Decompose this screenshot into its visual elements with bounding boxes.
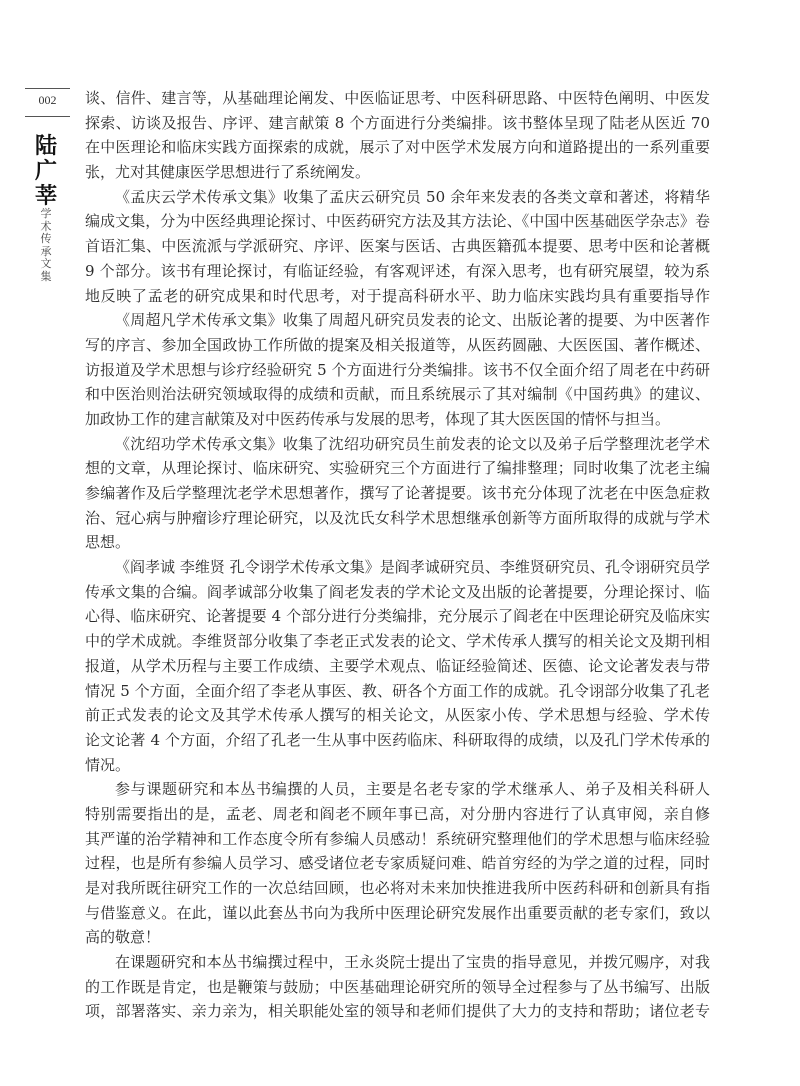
text-line: 《沈绍功学术传承文集》收集了沈绍功研究员生前发表的论文以及弟子后学整理沈老学术	[115, 434, 710, 453]
text-line: 论文论著 4 个方面，介绍了孔老一生从事中医药临床、科研取得的成绩，以及孔门学术传承的	[85, 730, 710, 749]
paragraph	[85, 86, 710, 185]
text-line: 中的学术成就。李维贤部分收集了李老正式发表的论文、学术传承人撰写的相关论文及期刊相	[85, 632, 710, 651]
page-number: 002	[38, 93, 57, 107]
text-line: 项，部署落实、亲力亲为，相关职能处室的领导和老师们提供了大力的支持和帮助；诸位老专	[85, 1002, 710, 1021]
text-line: 情况 5 个方面，全面介绍了李老从事医、教、研各个方面工作的成就。孔令诩部分收集了孔老	[85, 681, 710, 700]
paragraph	[85, 555, 710, 777]
paragraph	[85, 950, 710, 1024]
text-line: 情况。	[85, 755, 131, 774]
page-number-top-rule	[25, 88, 70, 89]
text-line: 在课题研究和本丛书编撰过程中，王永炎院士提出了宝贵的指导意见，并拨冗赐序，对我	[115, 953, 710, 972]
page-number-bottom-rule	[25, 116, 70, 117]
text-line: 《周超凡学术传承文集》收集了周超凡研究员发表的论文、出版论著的提要、为中医著作	[115, 311, 710, 330]
text-line: 地反映了孟老的研究成果和时代思考，对于提高科研水平、助力临床实践均具有重要指导作	[85, 286, 710, 305]
text-line: 特别需要指出的是，孟老、周老和阎老不顾年事已高，对分册内容进行了认真审阅，亲自修	[85, 804, 710, 823]
text-line: 《阎孝诚 李维贤 孔令诩学术传承文集》是阎孝诚研究员、李维贤研究员、孔令诩研究员学	[115, 558, 710, 577]
text-line: 是对我所既往研究工作的一次总结回顾，也必将对未来加快推进我所中医药科研和创新具有指	[85, 879, 710, 897]
text-line: 谈、信件、建言等，从基础理论阐发、中医临证思考、中医科研思路、中医特色阐明、中医发	[85, 89, 710, 107]
text-line: 9 个部分。该书有理论探讨，有临证经验，有客观评述，有深入思考，也有研究展望，较为系	[85, 261, 710, 280]
paragraph	[85, 432, 710, 555]
text-line: 加政协工作的建言献策及对中医药传承与发展的思考，体现了其大医医国的情怀与担当。	[85, 409, 671, 428]
text-line: 前正式发表的论文及其学术传承人撰写的相关论文，从医家小传、学术思想与经验、学术传	[85, 706, 710, 725]
text-line: 和中医治则治法研究领域取得的成绩和贡献，而且系统展示了其对编制《中国药典》的建议、	[85, 385, 710, 404]
text-line: 写的序言、参加全国政协工作所做的提案及相关报道等，从医药圆融、大医医国、著作概述、	[85, 335, 710, 354]
text-line: 治、冠心病与肿瘤诊疗理论研究，以及沈氏女科学术思想继承创新等方面所取得的成就与学术	[85, 508, 710, 527]
text-line: 《孟庆云学术传承文集》收集了孟庆云研究员 50 余年来发表的各类文章和著述，将精华	[115, 187, 710, 206]
text-line: 过程，也是所有参编人员学习、感受诸位老专家质疑问难、皓首穷经的为学之道的过程，同时	[85, 854, 710, 873]
series-title-vertical: 学 术 传 承 文 集	[40, 207, 52, 283]
text-line: 其严谨的治学精神和工作态度令所有参编人员感动！系统研究整理他们的学术思想与临床经验	[85, 829, 710, 848]
text-line: 访报道及学术思想与诊疗经验研究 5 个方面进行分类编排。该书不仅全面介绍了周老在中药研	[85, 360, 710, 379]
text-line: 编成文集，分为中医经典理论探讨、中医药研究方法及其方法论、《中国中医基础医学杂志》卷	[85, 212, 710, 231]
text-line: 张，尤对其健康医学思想进行了系统阐发。	[85, 163, 371, 182]
text-line: 心得、临床研究、论著提要 4 个部分进行分类编排，充分展示了阎老在中医理论研究及临床实	[85, 607, 710, 626]
text-line: 的工作既是肯定，也是鞭策与鼓励；中医基础理论研究所的领导全过程参与了丛书编写、出版	[85, 977, 710, 996]
text-line: 与借鉴意义。在此，谨以此套丛书向为我所中医理论研究发展作出重要贡献的老专家们，致以	[85, 903, 710, 922]
paragraph	[85, 777, 710, 950]
text-line: 在中医理论和临床实践方面探索的成就，展示了对中医学术发展方向和道路提出的一系列重要	[85, 138, 710, 157]
text-line: 高的敬意！	[85, 928, 161, 947]
body-text	[85, 86, 710, 1024]
text-line: 参编著作及后学整理沈老学术思想著作，撰写了论著提要。该书充分体现了沈老在中医急症救	[85, 484, 710, 502]
text-line: 想的文章，从理论探讨、临床研究、实验研究三个方面进行了编排整理；同时收集了沈老主编	[85, 459, 710, 478]
text-line: 报道，从学术历程与主要工作成绩、主要学术观点、临证经验简述、医德、论文论著发表与带	[85, 656, 710, 675]
text-line: 思想。	[85, 533, 131, 552]
paragraph	[85, 185, 710, 308]
text-line: 参与课题研究和本丛书编撰的人员，主要是名老专家的学术继承人、弟子及相关科研人	[115, 780, 710, 799]
author-name-calligraphy: 陆 广 莘	[34, 133, 57, 209]
text-line: 探索、访谈及报告、序评、建言献策 8 个方面进行分类编排。该书整体呈现了陆老从医近 70	[85, 113, 710, 132]
text-line: 首语汇集、中医流派与学派研究、序评、医案与医话、古典医籍孤本提要、思考中医和论著概	[85, 237, 710, 256]
paragraph	[85, 308, 710, 431]
text-line: 传承文集的合编。阎孝诚部分收集了阎老发表的学术论文及出版的论著提要，分理论探讨、临	[85, 582, 710, 601]
